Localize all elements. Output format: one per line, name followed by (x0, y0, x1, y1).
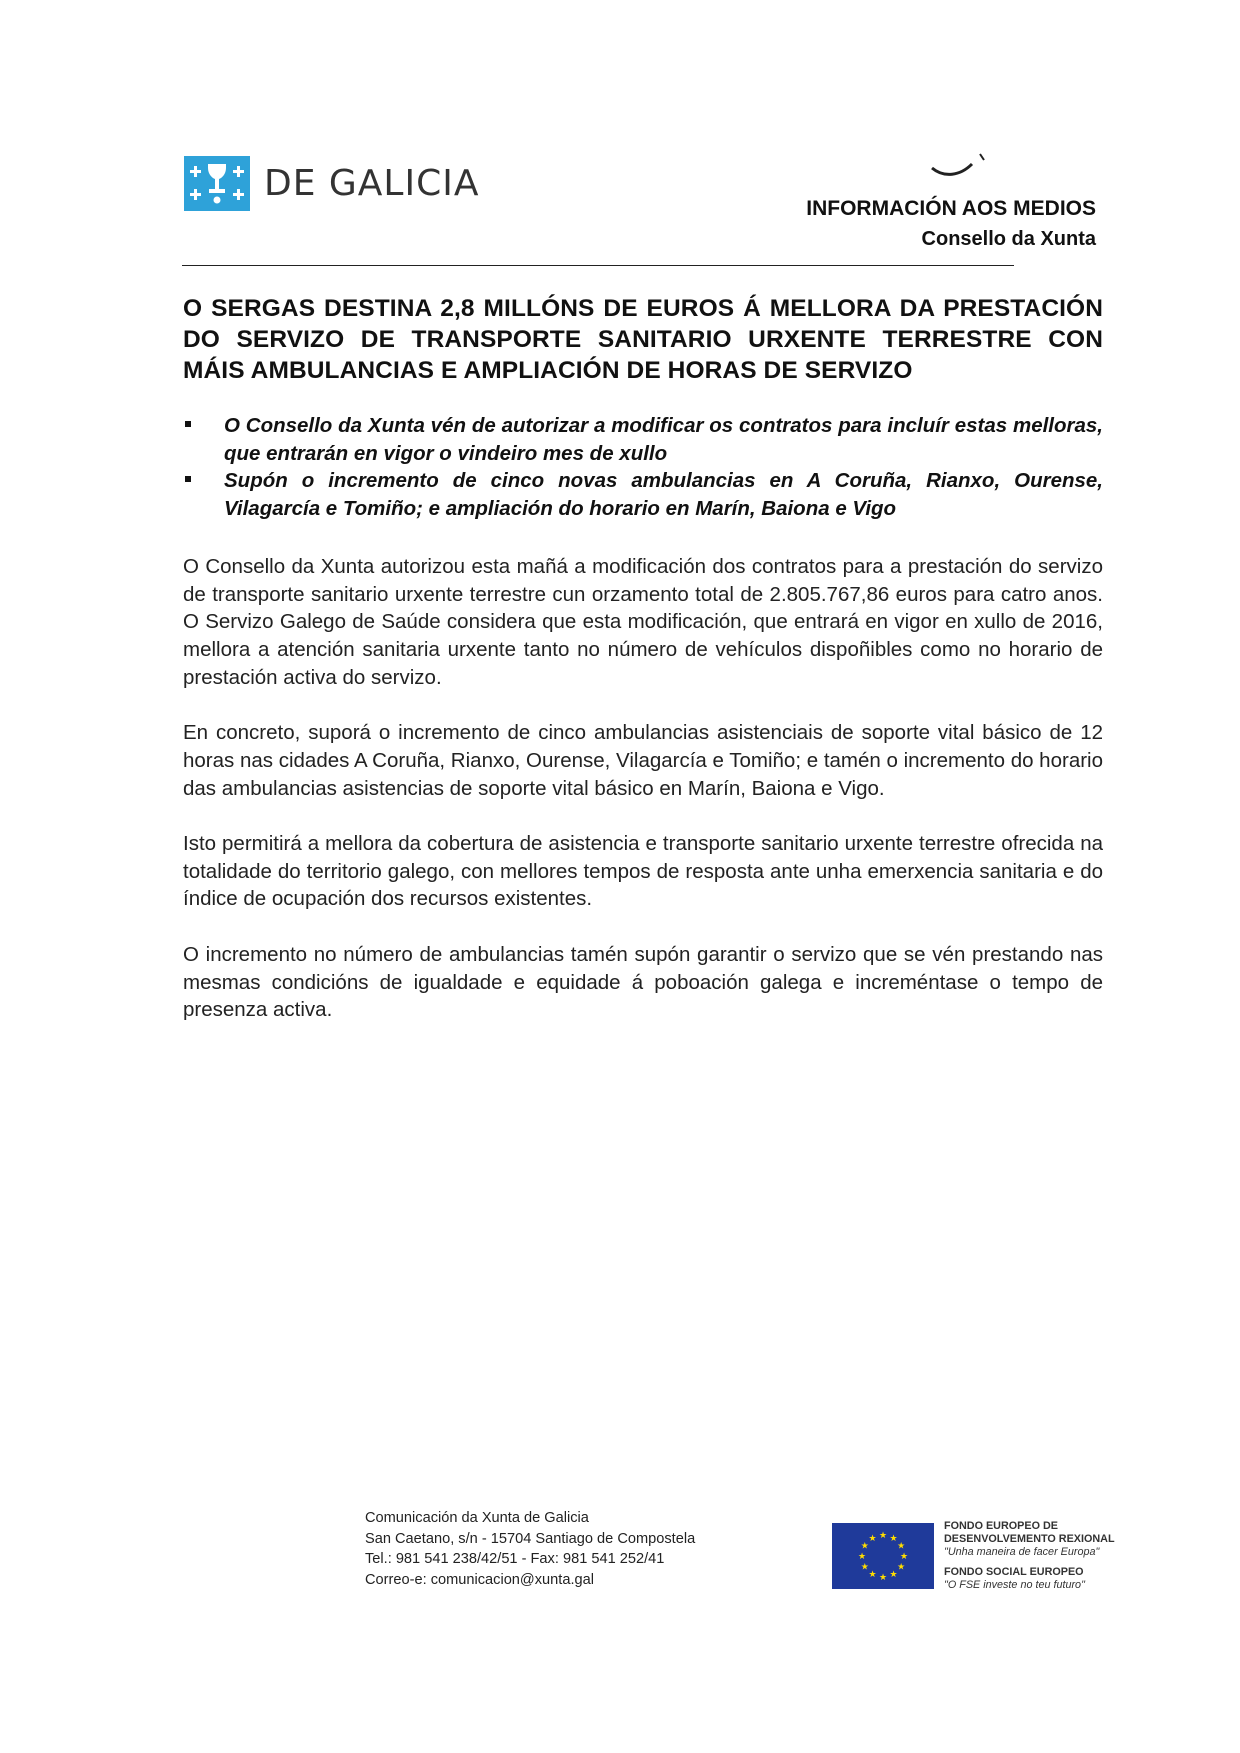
eu-fund1-motto: "Unha maneira de facer Europa" (944, 1546, 1100, 1558)
eu-star-icon: ★ (860, 1540, 869, 1551)
eu-funds-label (944, 1520, 1115, 1592)
page-title: O SERGAS DESTINA 2,8 MILLÓNS DE EUROS Á MELLORA DA PRESTACIÓN DO SERVIZO DE TRANSPORTE SANITARIO URXENTE TERRESTRE CON MÁIS AMBULANCIAS E AMPLIACIÓN DE HORAS DE SERVIZO (183, 295, 1103, 384)
xunta-emblem-icon (184, 156, 250, 211)
summary-bullets (183, 412, 1103, 522)
footer-org: Comunicación da Xunta de Galicia (365, 1510, 589, 1526)
eu-star-icon: ★ (889, 1532, 898, 1543)
header-divider (182, 265, 1014, 266)
eu-star-icon: ★ (868, 1569, 877, 1580)
body-text (183, 553, 1103, 1052)
eu-flag-icon (832, 1523, 934, 1589)
footer-contact (365, 1508, 695, 1590)
eu-fund1-line1: FONDO EUROPEO DE (944, 1520, 1058, 1532)
paragraph: O Consello da Xunta autorizou esta mañá a modificación dos contratos para a prestación do servizo de transporte sanitario urxente terrestre cun orzamento total de 2.805.767,86 euros para catro anos. O Servizo Galego de Saúde considera que esta modificación, que entrará en vigor en xullo de 2016, mellora a atención sanitaria urxente tanto no número de vehículos dispoñibles como no horario de prestación activa do servizo. (183, 555, 1103, 689)
eu-star-icon: ★ (857, 1551, 867, 1561)
eu-fund2-motto: "O FSE investe no teu futuro" (944, 1579, 1085, 1591)
bullet-text: O Consello da Xunta vén de autorizar a modificar os contratos para incluír estas melloras, que entrarán en vigor o vindeiro mes de xullo (224, 414, 1103, 465)
footer-email: Correo-e: comunicacion@xunta.gal (365, 1571, 594, 1588)
eu-star-icon: ★ (860, 1561, 869, 1572)
xunta-logo (184, 156, 480, 211)
paragraph: O incremento no número de ambulancias tamén supón garantir o servizo que se vén prestando nas mesmas condicións de igualdade e equidade á poboación galega e increméntase o tempo de presenza activa. (183, 942, 1103, 1022)
bullet-item (183, 467, 1103, 522)
eu-star-icon: ★ (878, 1530, 888, 1540)
eu-fund2: FONDO SOCIAL EUROPEO (944, 1566, 1084, 1578)
eu-star-icon: ★ (897, 1540, 906, 1551)
paragraph: Isto permitirá a mellora da cobertura de asistencia e transporte sanitario urxente terrestre ofrecida na totalidade do territorio galego, con mellores tempos de resposta ante unha emerxencia sanitaria e do índice de ocupación dos recursos existentes. (183, 832, 1103, 911)
paragraph: En concreto, suporá o incremento de cinco ambulancias asistenciais de soporte vital básico de 12 horas nas cidades A Coruña, Rianxo, Ourense, Vilagarcía e Tomiño; e tamén o incremento do horario das ambulancias asistencias de soporte vital básico en Marín, Baiona e Vigo. (183, 721, 1103, 800)
header-label-line2: Consello da Xunta (921, 228, 1096, 250)
eu-star-icon: ★ (889, 1569, 898, 1580)
eu-star-icon: ★ (897, 1561, 906, 1572)
bullet-square-icon (185, 476, 191, 482)
header-label-line1: INFORMACIÓN AOS MEDIOS (806, 197, 1096, 220)
bullet-text: Supón o incremento de cinco novas ambulancias en A Coruña, Rianxo, Ourense, Vilagarcía e Tomiño; e ampliación do horario en Marín, Baiona e Vigo (224, 469, 1103, 520)
header-label (806, 194, 1096, 254)
footer-address: San Caetano, s/n - 15704 Santiago de Compostela (365, 1530, 696, 1547)
logo-text: DE GALICIA (264, 163, 480, 204)
eu-star-icon: ★ (899, 1551, 909, 1561)
bullet-square-icon (185, 421, 191, 427)
decorative-curve-icon (930, 150, 990, 180)
eu-star-icon: ★ (878, 1572, 888, 1582)
eu-star-icon: ★ (868, 1532, 877, 1543)
bullet-item (183, 412, 1103, 467)
eu-fund1-line2: DESENVOLVEMENTO REXIONAL (944, 1533, 1115, 1545)
footer-phone: Tel.: 981 541 238/42/51 - Fax: 981 541 252/41 (365, 1551, 665, 1567)
